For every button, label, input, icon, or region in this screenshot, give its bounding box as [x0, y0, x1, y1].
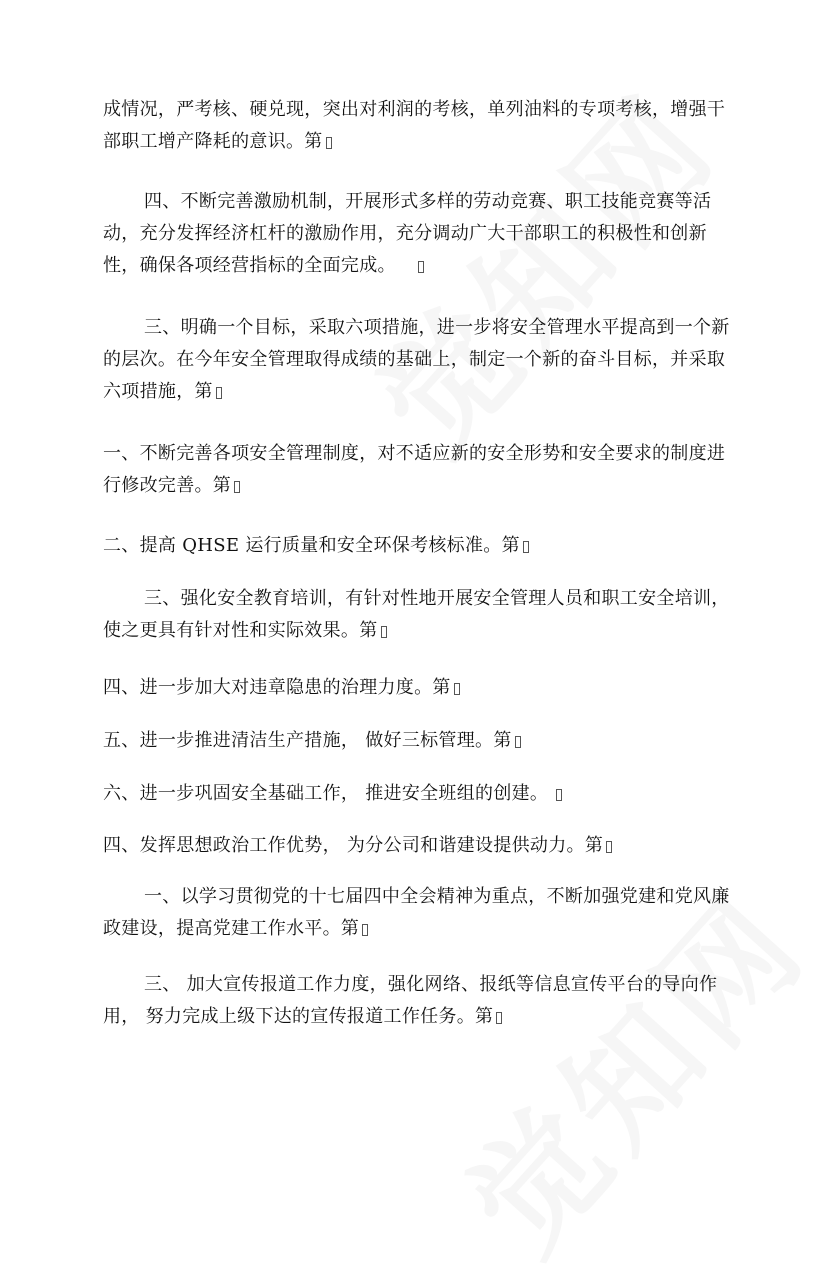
symbol-placeholder-icon — [454, 683, 460, 695]
symbol-placeholder-icon — [216, 387, 222, 399]
paragraph-text: 三、强化安全教育培训，有针对性地开展安全管理人员和职工安全培训，使之更具有针对性和实际效果。第 — [103, 588, 730, 641]
symbol-placeholder-icon — [418, 261, 424, 273]
paragraph-text: 三、明确一个目标，采取六项措施，进一步将安全管理水平提高到一个新的层次。在今年安全管理取得成绩的基础上，制定一个新的奋斗目标，并采取六项措施，第 — [103, 317, 730, 402]
paragraph-text: 六、进一步巩固安全基础工作， 推进安全班组的创建。 — [103, 783, 549, 804]
paragraph-text: 一、不断完善各项安全管理制度，对不适应新的安全形势和安全要求的制度进行修改完善。第 — [103, 443, 726, 496]
paragraph — [103, 583, 743, 647]
paragraph-text: 成情况，严考核、硬兑现，突出对利润的考核，单列油料的专项考核，增强干部职工增产降耗的意识。第 — [103, 99, 726, 152]
paragraph — [103, 778, 743, 810]
paragraph — [103, 725, 743, 757]
paragraph-text: 四、不断完善激励机制，开展形式多样的劳动竞赛、职工技能竞赛等活动，充分发挥经济杠杆的激励作用，充分调动广大干部职工的积极性和创新性，确保各项经营指标的全面完成。 — [103, 191, 712, 276]
symbol-placeholder-icon — [515, 736, 521, 748]
paragraph — [103, 672, 743, 704]
paragraph-text: 三、 加大宣传报道工作力度，强化网络、报纸等信息宣传平台的导向作用， 努力完成上级下达的宣传报道工作任务。第 — [103, 974, 718, 1027]
paragraph — [103, 881, 743, 945]
symbol-placeholder-icon — [556, 789, 562, 801]
symbol-placeholder-icon — [234, 481, 240, 493]
paragraph-text: 一、以学习贯彻党的十七届四中全会精神为重点，不断加强党建和党风廉政建设，提高党建工作水平。第 — [103, 886, 730, 939]
paragraph — [103, 969, 743, 1033]
paragraph — [103, 438, 743, 502]
paragraph-text: 五、进一步推进清洁生产措施， 做好三标管理。第 — [103, 730, 512, 751]
paragraph — [103, 830, 743, 862]
paragraph — [103, 186, 743, 282]
paragraph — [103, 530, 743, 562]
symbol-placeholder-icon — [606, 841, 612, 853]
paragraph-text: 四、发挥思想政治工作优势， 为分公司和谐建设提供动力。第 — [103, 835, 604, 856]
symbol-placeholder-icon — [496, 1012, 502, 1024]
symbol-placeholder-icon — [523, 541, 529, 553]
paragraph — [103, 312, 743, 408]
symbol-placeholder-icon — [362, 924, 368, 936]
paragraph — [103, 94, 743, 158]
symbol-placeholder-icon — [381, 626, 387, 638]
paragraph-text: 二、提高 QHSE 运行质量和安全环保考核标准。第 — [103, 535, 520, 556]
paragraph-text: 四、进一步加大对违章隐患的治理力度。第 — [103, 677, 451, 698]
symbol-placeholder-icon — [326, 137, 332, 149]
